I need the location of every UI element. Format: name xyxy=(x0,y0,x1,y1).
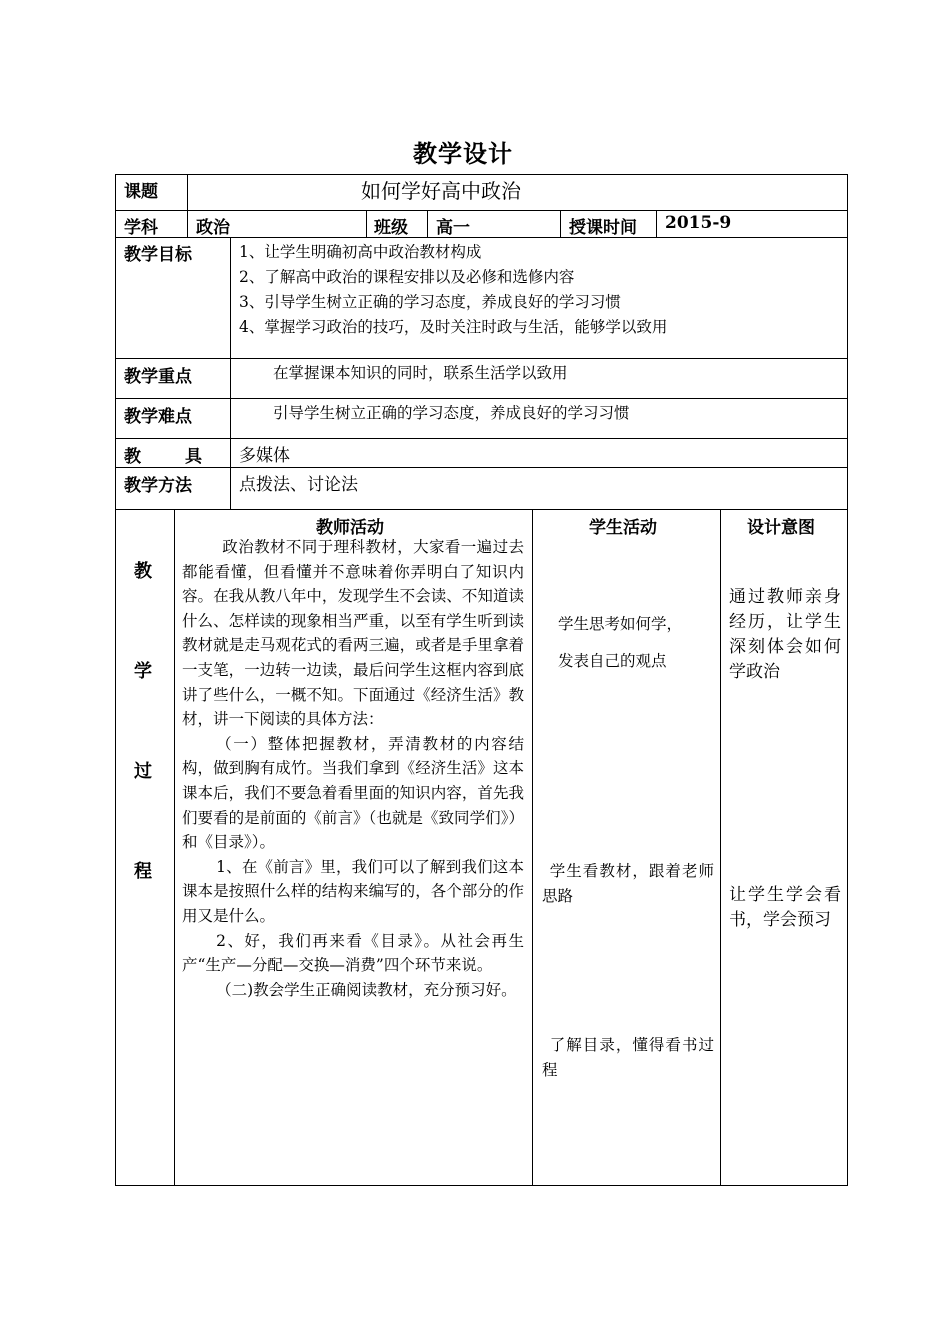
student-activity-item: 发表自己的观点 xyxy=(558,652,667,670)
time-label: 授课时间 xyxy=(569,218,637,238)
document-title: 教学设计 xyxy=(413,139,513,168)
goals-label: 教学目标 xyxy=(124,245,192,265)
class-label: 班级 xyxy=(374,218,408,238)
student-activity-header: 学生活动 xyxy=(589,518,657,538)
process-char: 学 xyxy=(134,661,152,682)
goal-item: 3、引导学生树立正确的学习态度，养成良好的学习习惯 xyxy=(239,293,621,311)
key-point-value: 在掌握课本知识的同时，联系生活学以致用 xyxy=(273,364,568,382)
design-intent-item: 通过教师亲身经历，让学生深刻体会如何学政治 xyxy=(729,587,841,682)
tools-value-cell xyxy=(230,438,848,468)
class-value: 高一 xyxy=(436,218,470,238)
process-char: 过 xyxy=(134,761,152,782)
tools-value: 多媒体 xyxy=(239,446,290,466)
process-char: 教 xyxy=(134,561,152,582)
process-char: 程 xyxy=(134,861,152,882)
teacher-paragraph: 1、在《前言》里，我们可以了解到我们这本课本是按照什么样的结构来编写的，各个部分的作用又是什么。 xyxy=(182,857,524,925)
teacher-paragraph: 政治教材不同于理科教材，大家看一遍过去都能看懂，但看懂并不意味着你弄明白了知识内容。在我从教八年中，发现学生不会读、不知道读什么、怎样读的现象相当严重，以至有学生听到读教材就是走马观花式的看两三遍，或者是手里拿着一支笔，一边转一边读，最后问学生这框内容到底讲了些什么，一概不知。下面通过《经济生活》教材，讲一下阅读的具体方法： xyxy=(182,538,524,729)
key-point-label: 教学重点 xyxy=(124,367,192,387)
topic-label: 课题 xyxy=(124,182,158,202)
tools-label-a: 教 xyxy=(124,447,141,467)
teacher-activity-header: 教师活动 xyxy=(316,518,384,538)
tools-label-b: 具 xyxy=(185,447,202,467)
goal-item: 1、让学生明确初高中政治教材构成 xyxy=(239,243,482,261)
student-activity-item: 学生看教材，跟着老师思路 xyxy=(542,862,714,905)
teacher-paragraph: （二)教会学生正确阅读教材，充分预习好。 xyxy=(216,980,517,999)
time-value: 2015-9 xyxy=(665,213,732,233)
student-activity-item: 学生思考如何学， xyxy=(558,615,683,633)
method-value: 点拨法、讨论法 xyxy=(239,475,358,495)
goal-item: 4、掌握学习政治的技巧，及时关注时政与生活，能够学以致用 xyxy=(239,318,668,336)
subject-label: 学科 xyxy=(124,218,158,238)
subject-value: 政治 xyxy=(196,218,230,238)
student-activity-item: 了解目录，懂得看书过程 xyxy=(542,1036,714,1079)
method-label: 教学方法 xyxy=(124,476,192,496)
student-activity-cell xyxy=(532,509,721,1186)
teacher-paragraph: 2、好，我们再来看《目录》。从社会再生产“生产—分配—交换—消费”四个环节来说。 xyxy=(182,931,524,975)
teacher-activity-text xyxy=(182,535,524,1002)
process-label-cell xyxy=(115,509,175,1186)
difficulty-value: 引导学生树立正确的学习态度，养成良好的学习习惯 xyxy=(273,404,630,422)
design-intent-item: 让学生学会看书，学会预习 xyxy=(729,885,841,930)
goal-item: 2、了解高中政治的课程安排以及必修和选修内容 xyxy=(239,268,575,286)
design-intent-header: 设计意图 xyxy=(747,518,815,538)
difficulty-label: 教学难点 xyxy=(124,407,192,427)
topic-value: 如何学好高中政治 xyxy=(361,179,521,203)
teacher-paragraph: （一）整体把握教材，弄清教材的内容结构，做到胸有成竹。当我们拿到《经济生活》这本课本后，我们不要急着看里面的知识内容，首先我们要看的是前面的《前言》（也就是《致同学们》）和《目录》）。 xyxy=(182,734,524,852)
